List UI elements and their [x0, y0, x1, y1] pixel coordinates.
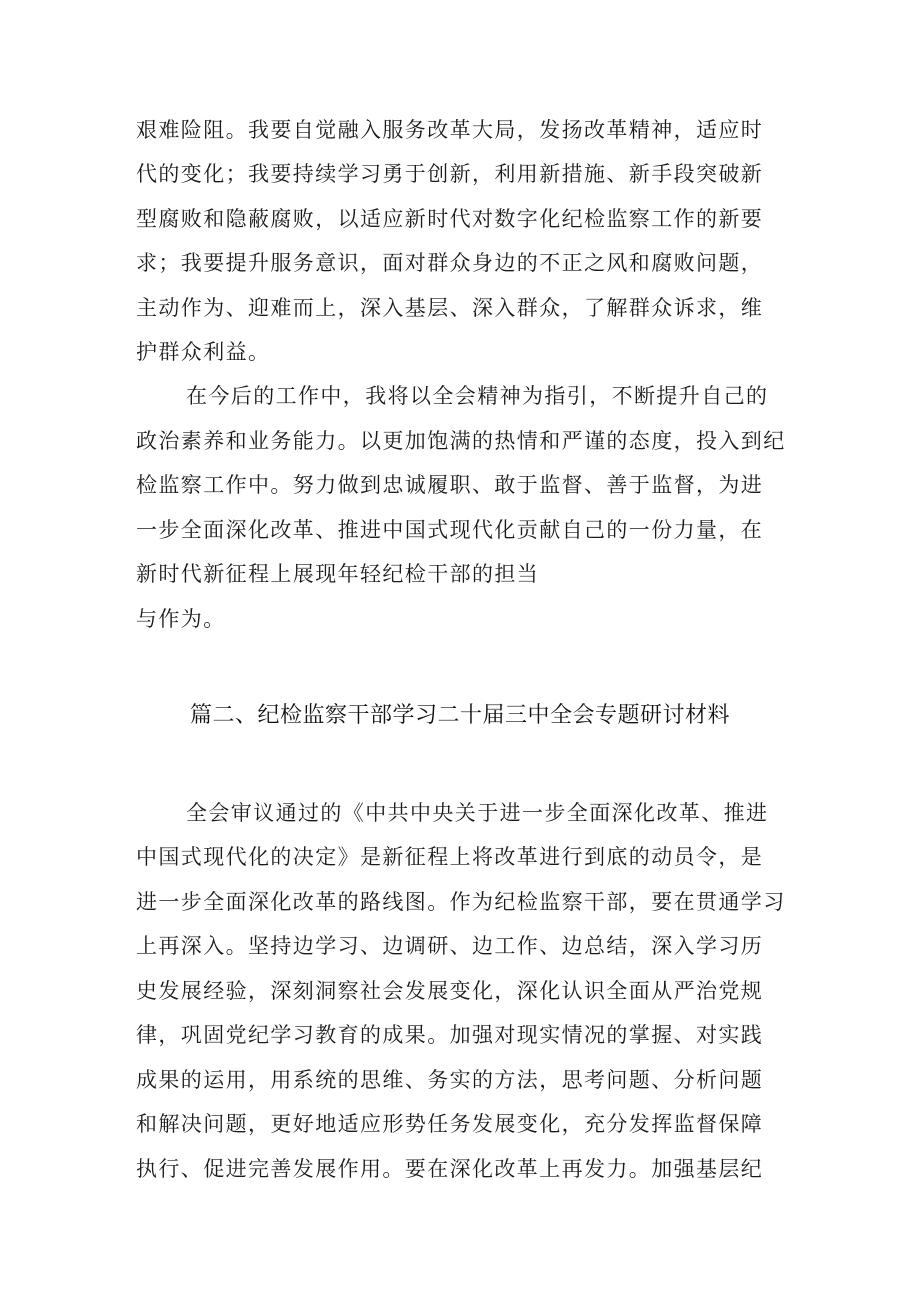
paragraph-1-line-5: 主动作为、迎难而上，深入基层、深入群众，了解群众诉求，维	[136, 296, 764, 320]
paragraph-3-line-3: 进一步全面深化改革的路线图。作为纪检监察干部，要在贯通学习	[136, 890, 786, 914]
paragraph-3-line-1: 全会审议通过的《中共中央关于进一步全面深化改革、推进	[186, 801, 769, 825]
paragraph-2-line-3: 检监察工作中。努力做到忠诚履职、敢于监督、善于监督，为进	[136, 473, 764, 497]
paragraph-1-line-4: 求；我要提升服务意识，面对群众身边的不正之风和腐败问题，	[136, 251, 764, 275]
paragraph-2-line-6: 与作为。	[136, 607, 226, 631]
section-title: 篇二、纪检监察干部学习二十届三中全会专题研讨材料	[189, 703, 730, 728]
paragraph-3-line-7: 成果的运用，用系统的思维、务实的方法，思考问题、分析问题	[136, 1068, 764, 1092]
paragraph-1-line-3: 型腐败和隐蔽腐败，以适应新时代对数字化纪检监察工作的新要	[136, 207, 764, 231]
paragraph-3-line-9: 执行、促进完善发展作用。要在深化改革上再发力。加强基层纪	[136, 1157, 764, 1181]
paragraph-1-line-2: 代的变化；我要持续学习勇于创新，利用新措施、新手段突破新	[136, 162, 764, 186]
paragraph-1-line-6: 护群众利益。	[136, 340, 271, 364]
paragraph-2-line-2: 政治素养和业务能力。以更加饱满的热情和严谨的态度，投入到纪	[136, 429, 786, 453]
paragraph-3-line-4: 上再深入。坚持边学习、边调研、边工作、边总结，深入学习历	[136, 934, 764, 958]
paragraph-2-line-1: 在今后的工作中，我将以全会精神为指引，不断提升自己的	[186, 384, 769, 408]
paragraph-3-line-6: 律，巩固党纪学习教育的成果。加强对现实情况的掌握、对实践	[136, 1023, 764, 1047]
paragraph-3-line-5: 史发展经验，深刻洞察社会发展变化，深化认识全面从严治党规	[136, 979, 764, 1003]
paragraph-3-line-2: 中国式现代化的决定》是新征程上将改革进行到底的动员令，是	[136, 845, 764, 869]
paragraph-1-line-1: 艰难险阻。我要自觉融入服务改革大局，发扬改革精神，适应时	[136, 118, 764, 142]
paragraph-2-line-4: 一步全面深化改革、推进中国式现代化贡献自己的一份力量，在	[136, 518, 764, 542]
paragraph-2-line-5: 新时代新征程上展现年轻纪检干部的担当	[136, 562, 540, 586]
paragraph-3-line-8: 和解决问题，更好地适应形势任务发展变化，充分发挥监督保障	[136, 1112, 764, 1136]
